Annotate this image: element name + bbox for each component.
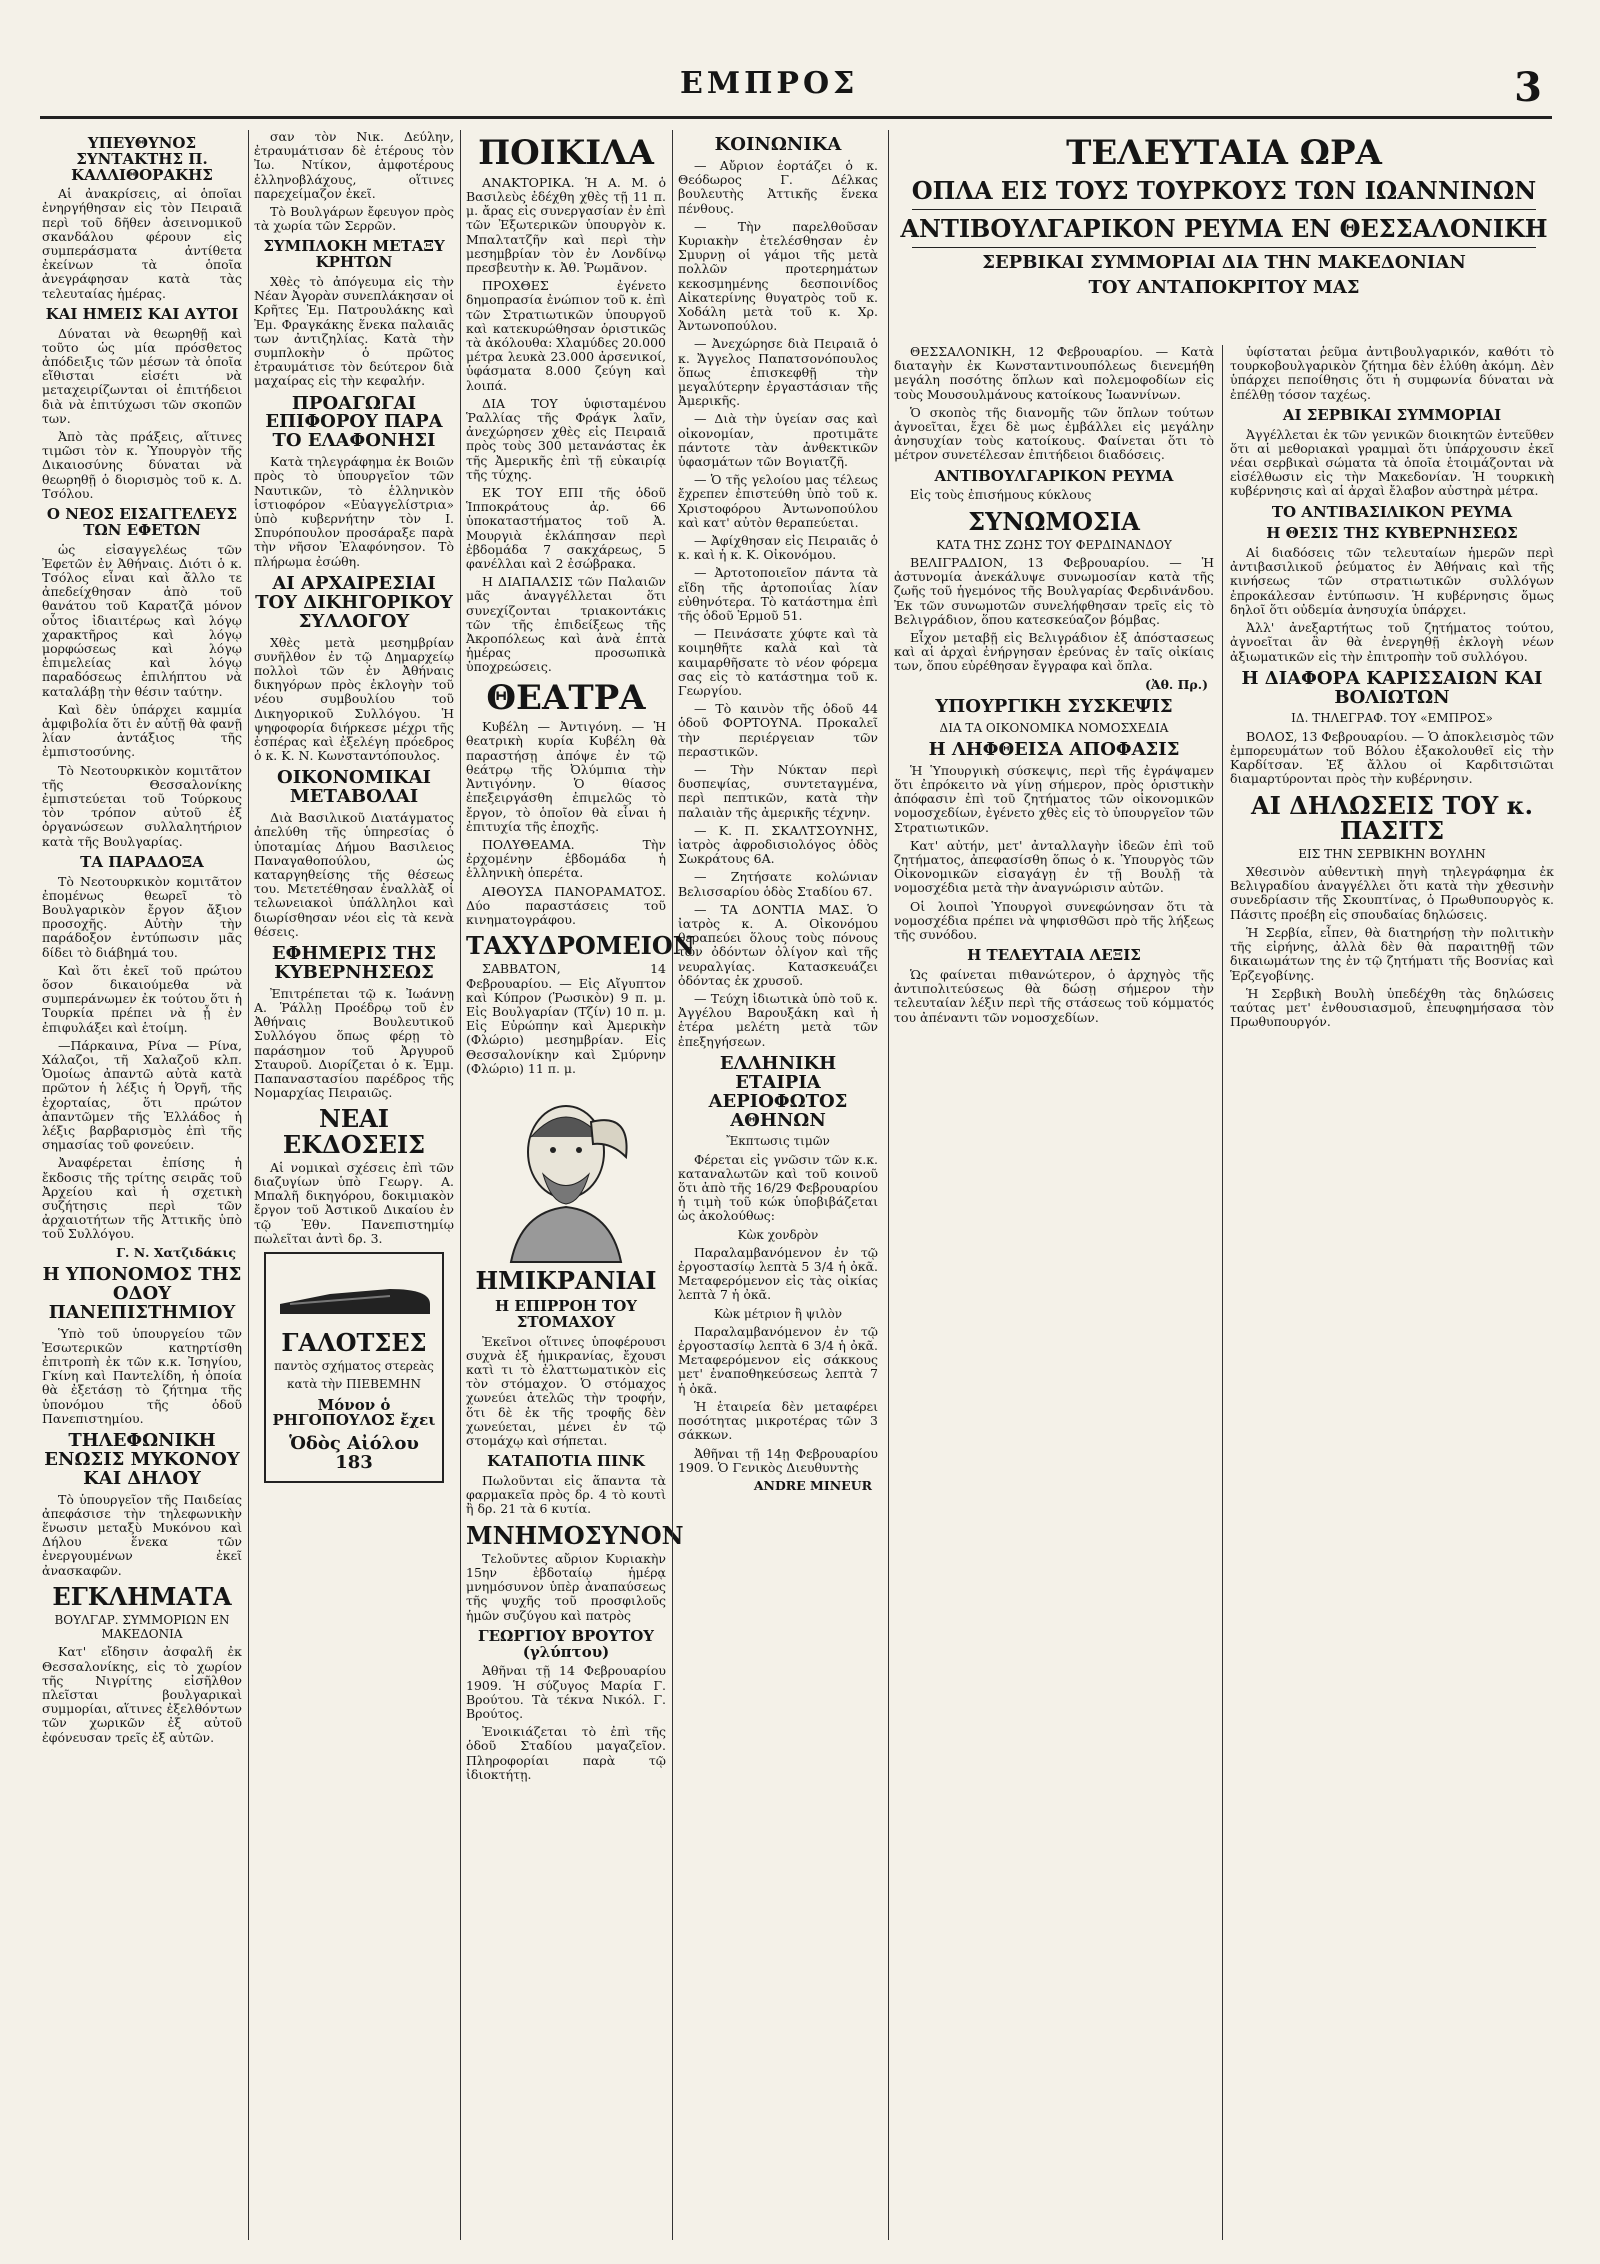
article-paragraph: Η ΔΙΑΠΑΛΣΙΣ τῶν Παλαιῶν μᾶς ἀναγγέλλεται ὅτι συνεχίζονται τριακοντάκις τῶν τῆς ἐπιδείξεως τῆς Ἀκροπόλεως καὶ ἀνὰ ἑπτὰ ἡμέρας προσωπικὰ ὑποχρεώσεις. [466,574,666,675]
article-paragraph: Χθὲς τὸ ἀπόγευμα εἰς τὴν Νέαν Ἀγορὰν συνεπλάκησαν οἱ Κρῆτες Ἐμ. Πατρουλάκης καὶ Ἐμ. Φραγκάκης ἕνεκα παλαιᾶς των ἀντιζηλίας. Κατὰ τὴν συμπλοκὴν ὁ πρῶτος ἐτραυμάτισε τὸν δεύτερον διὰ μαχαίρας εἰς τὴν κεφαλήν. [254,273,454,389]
article-paragraph: ΣΑΒΒΑΤΟΝ, 14 Φεβρουαρίου. — Εἰς Αἴγυπτον καὶ Κύπρον (Ῥωσικὸν) 9 π. μ. Εἰς Βουλγαρίαν (Τζίν) 10 π. μ. Εἰς Εὐρώπην καὶ Ἀμερικὴν (Φλώριο) μεσημβρίαν. Εἰς Θεσσαλονίκην καὶ Σμύρνην (Φλώριο) 11 π. μ. [466,961,666,1076]
article-paragraph: Ὡς φαίνεται πιθανώτερον, ὁ ἀρχηγὸς τῆς ἀντιπολιτεύσεως θὰ δώσῃ σήμερον τὴν τελευταίαν λέξιν περὶ τῆς στάσεως τοῦ κόμματός του ἀπέναντι τῶν νομοσχεδίων. [894,966,1214,1025]
section-heading: ΘΕΑΤΡΑ [486,677,646,718]
section-heading: ΣΕΡΒΙΚΑΙ ΣΥΜΜΟΡΙΑΙ ΔΙΑ ΤΗΝ ΜΑΚΕΔΟΝΙΑΝ [982,252,1466,274]
section-heading: ΚΑΙ ΗΜΕΙΣ ΚΑΙ ΑΥΤΟΙ [45,304,239,323]
article-paragraph: Ἀλλ' ἀνεξαρτήτως τοῦ ζητήματος τούτου, ἀγνοεῖται ἂν θὰ ἐνεργηθῇ ἐκλογὴ νέων ἀξιωματικῶν εἰς τὴν ἐπιτροπὴν τοῦ συλλόγου. [1230,620,1554,664]
section-heading: ΕΓΚΛΗΜΑΤΑ [52,1581,232,1611]
article-paragraph: — Ἀρτοτοποιεῖον πάντα τὰ εἴδη τῆς ἀρτοποιΐας λίαν εὐθηνότερα. Τὸ κατάστημα ἐπὶ τῆς ὁδοῦ Ἑρμοῦ 51. [678,565,878,623]
article-paragraph: ΑΙΘΟΥΣΑ ΠΑΝΟΡΑΜΑΤΟΣ. Δύο παραστάσεις τοῦ κινηματογράφου. [466,883,666,927]
section-heading: ΑΝΤΙΒΟΥΛΓΑΡΙΚΟΝ ΡΕΥΜΑ ΕΝ ΘΕΣΣΑΛΟΝΙΚΗ [900,213,1548,243]
article-paragraph: ΘΕΣΣΑΛΟΝΙΚΗ, 12 Φεβρουαρίου. — Κατὰ διαταγὴν ἐκ Κωνσταντινουπόλεως διενεμήθη μεγάλη ποσότης ὅπλων καὶ πολεμοφοδίων εἰς τοὺς Μουσουλμάνους κατοίκους Ἰωαννίνων. [894,344,1214,402]
page-number: 3 [1514,64,1542,111]
ad-title: ΓΑΛΟΤΣΕΣ [281,1327,427,1357]
article-paragraph: — ΤΑ ΔΟΝΤΙΑ ΜΑΣ. Ὁ ἰατρὸς κ. Α. Οἰκονόμου θεραπεύει ὅλους τοὺς πόνους τῶν ὀδόντων ὀλίγον καὶ τῆς νευραλγίας. Κατασκευάζει ὀδόντας ἐκ χρυσοῦ. [678,901,878,988]
section-heading: ΑΙ ΔΗΛΩΣΕΙΣ ΤΟΥ κ. ΠΑΣΙΤΣ [1251,790,1533,845]
section-heading: Η ΛΗΦΘΕΙΣΑ ΑΠΟΦΑΣΙΣ [928,738,1180,760]
section-heading: ΤΟ ΑΝΤΙΒΑΣΙΛΙΚΟΝ ΡΕΥΜΑ [1271,502,1513,521]
section-heading: ΠΡΟΑΓΩΓΑΙ ΕΠΙΦΟΡΟΥ ΠΑΡΑ ΤΟ ΕΛΑΦΟΝΗΣΙ [265,392,443,452]
ad-title: ΗΜΙΚΡΑΝΙΑΙ [475,1265,657,1295]
article-paragraph: — Τὸ καινὸν τῆς ὁδοῦ 44 ὁδοῦ ΦΟΡΤΟΥΝΑ. Προκαλεῖ τὴν περιέργειαν τῶν περαστικῶν. [678,701,878,759]
section-heading: ΕΦΗΜΕΡΙΣ ΤΗΣ ΚΥΒΕΡΝΗΣΕΩΣ [271,942,437,983]
article-paragraph: Εἰς τοὺς ἐπισήμους κύκλους [910,487,1092,503]
ad-subtitle: Η ΕΠΙΡΡΟΗ ΤΟΥ ΣΤΟΜΑΧΟΥ [495,1297,637,1331]
section-heading: ΑΙ ΑΡΧΑΙΡΕΣΙΑΙ ΤΟΥ ΔΙΚΗΓΟΡΙΚΟΥ ΣΥΛΛΟΓΟΥ [255,572,453,632]
advertisement-migraine [466,1082,666,1331]
column-6 [1230,345,1554,2240]
section-heading: ΠΟΙΚΙΛΑ [478,133,654,173]
column-rule [672,130,673,2240]
section-subheading: Κὼκ χονδρὸν [737,1227,819,1242]
section-heading: ΤΟΥ ΑΝΤΑΠΟΚΡΙΤΟΥ ΜΑΣ [1088,276,1360,298]
article-paragraph: Τὸ Νεοτουρκικὸν κομιτᾶτον τῆς Θεσσαλονίκης ἐμπιστεύεται τοῦ Τούρκους τὸν τρόπον αὐτοῦ ἐξ ὀργανώσεων συλλαλητήριον κατὰ τῆς Βουλγαρίας. [42,762,242,849]
article-paragraph: Ἡ ἑταιρεία δὲν μεταφέρει ποσότητας μικροτέρας τῶν 3 σάκκων. [678,1398,878,1443]
article-paragraph: Παραλαμβανόμενον ἐν τῷ ἐργοστασίῳ λεπτὰ 5 3/4 ἡ ὀκᾶ. Μεταφερόμενον εἰς τὰς οἰκίας λεπτὰ 7 ἡ ὀκᾶ. [678,1244,878,1303]
article-paragraph: — Ζητήσατε κολώνιαν Βελισσαρίου ὁδὸς Σταδίου 67. [678,869,878,899]
ad-line: παντὸς σχήματος στερεὰς [274,1359,434,1374]
article-paragraph: Χθεσινὸν αὐθεντικὴ πηγὴ τηλεγράφημα ἐκ Βελιγραδίου ἀναγγέλλει ὅτι κατὰ τὴν χθεσινὴν συνεδρίασιν τῆς Σκουπτίνας, ὁ Πρωθυπουργὸς κ. Πάσιτς προέβη εἰς σπουδαίας δηλώσεις. [1230,864,1554,922]
article-paragraph: ΒΟΛΟΣ, 13 Φεβρουαρίου. — Ὁ ἀποκλεισμὸς τῶν ἐμπορευμάτων τοῦ Βόλου ἐξακολουθεῖ εἰς τὴν Καρδίτσαν. Ἐξ ἄλλου οἱ Καρδιτσιῶται διαμαρτύρονται πρὸς τὴν κυβέρνησιν. [1230,728,1554,787]
masthead [40,64,1552,119]
column-5 [894,345,1214,2240]
article-paragraph: Καὶ ὅτι ἐκεῖ τοῦ πρώτου ὅσον δικαιούμεθα νὰ συμπεράνωμεν ἐκ τούτου ὅτι ἡ Τουρκία πρέπει νὰ ᾖ ἐν ἐπιφυλάξει καὶ ἑτοίμη. [42,962,242,1035]
section-subheading: ΚΑΤΑ ΤΗΣ ΖΩΗΣ ΤΟΥ ΦΕΡΔΙΝΑΝΔΟΥ [936,537,1172,552]
article-paragraph: Φέρεται εἰς γνῶσιν τῶν κ.κ. καταναλωτῶν καὶ τοῦ κοινοῦ ὅτι ἀπὸ τῆς 16/29 Φεβρουαρίου ἡ τιμὴ τοῦ κώκ ὑποβιβάζεται ὡς ἀκολούθως: [678,1151,878,1224]
article-paragraph: — Ὁ τῆς γελοίου μας τέλεως ἔχρεπεν ἐπιστεύθη ὑπὸ τοῦ κ. Χριστοφόρου Ἀντωνοπούλου καὶ κατ' αὐτὸν θεραπεύεται. [678,472,878,530]
article-paragraph: ΔΙΑ ΤΟΥ ὑφισταμένου Ῥαλλίας τῆς Φράγκ λαῖν, ἀνεχώρησεν χθὲς εἰς Πειραιᾶ πρὸς τοὺς 300 μετανάστας ἐκ τῆς Ἀμερικῆς ἐπὶ τῇ εὐκαιρίᾳ τῆς τύχης. [466,395,666,482]
article-paragraph: Ἀγγέλλεται ἐκ τῶν γενικῶν διοικητῶν ἐντεῦθεν ὅτι αἱ μεθοριακαὶ γραμμαὶ ὅτι ὑπάρχουσιν ἐκεῖ νέαι σερβικαὶ σώματα τὰ ὁποῖα ἑτοιμάζονται νὰ εἰσέλθωσιν εἰς τὴν Μακεδονίαν. Ἡ τουρκικὴ κυβέρνησις καὶ αἱ ἀρχαὶ ἔλαβον αὐστηρὰ μέτρα. [1230,426,1554,499]
article-paragraph: Ἀθῆναι τῇ 14 Φεβρουαρίου 1909. Ἡ σύζυγος Μαρία Γ. Βρούτου. Τὰ τέκνα Νικόλ. Γ. Βρούτος. [466,1663,666,1721]
section-heading: ΤΑΧΥΔΡΟΜΕΙΟΝ [466,931,695,961]
article-paragraph: Ἐνοικιάζεται τὸ ἐπὶ τῆς ὁδοῦ Σταδίου μαγαζεῖον. Πληροφορίαι παρὰ τῷ ἰδιοκτήτῃ. [466,1724,666,1782]
section-heading: ΣΥΝΩΜΟΣΙΑ [968,506,1140,536]
section-heading: Ο ΝΕΟΣ ΕΙΣΑΓΓΕΛΕΥΣ ΤΩΝ ΕΦΕΤΩΝ [46,505,238,539]
section-heading: ΟΠΛΑ ΕΙΣ ΤΟΥΣ ΤΟΥΡΚΟΥΣ ΤΩΝ ΙΩΑΝΝΙΝΩΝ [911,175,1537,205]
article-paragraph: Δύναται νὰ θεωρηθῇ καὶ τοῦτο ὡς μία πρόσθετος ἀπόδειξις τῶν μέσων τὰ ὁποῖα εἴθισται εἰσέτι νὰ μεταχειρίζωνται οἱ ἐπιτήδειοι διὰ νὰ ἐπιτύχωσι τῶν σκοπῶν των. [42,325,242,426]
column-1 [42,130,242,2240]
article-paragraph: — Ἀφίχθησαν εἰς Πειραιᾶς ὁ κ. καὶ ἡ κ. Κ. Οἰκονόμου. [678,532,878,563]
section-heading: ΤΗΛΕΦΩΝΙΚΗ ΕΝΩΣΙΣ ΜΥΚΟΝΟΥ ΚΑΙ ΔΗΛΟΥ [44,1429,240,1489]
ad-line: Μόνον ὁ ΡΗΓΟΠΟΥΛΟΣ ἔχει [272,1395,436,1430]
article-paragraph: ΕΚ ΤΟΥ ΕΠΙ τῆς ὁδοῦ Ἱπποκράτους ἀρ. 66 ὑποκαταστήματος τοῦ Ἀ. Μουργιὰ ἐκλάπησαν περὶ ἑβδομάδα 7 σακχάρεως, 5 φανέλλαι καὶ 2 ἐσώβρακα. [466,484,666,571]
column-rule [888,130,889,2240]
article-paragraph: — Τὴν Νύκταν περὶ δυσπεψίας, συντεταγμένα, περὶ πεπτικῶν, κατὰ τὴν παλαιὰν τῆς ἀμερικῆς τέχνην. [678,762,878,820]
section-heading: Η ΔΙΑΦΟΡΑ ΚΑΡΙΣΣΑΙΩΝ ΚΑΙ ΒΟΛΙΩΤΩΝ [1241,667,1543,708]
man-portrait-illustration [481,1082,651,1262]
divider [912,247,1536,248]
article-paragraph: Ἡ Σερβικὴ Βουλὴ ὑπεδέχθη τὰς δηλώσεις ταύτας μετ' ἐνθουσιασμοῦ, ἐπευφημήσασα τὸν Πρωθυπουργόν. [1230,985,1554,1030]
article-paragraph: — Πεινάσατε χύφτε καὶ τὰ κοιμηθῆτε καλὰ καὶ τὰ καιμαρθῆσατε τὸ νέον φόρεμα σας εἰς τὸ κατάστημα τοῦ κ. Γεωργίου. [678,626,878,698]
section-heading: Η ΘΕΣΙΣ ΤΗΣ ΚΥΒΕΡΝΗΣΕΩΣ [1266,524,1518,543]
author-signature: Γ. Ν. Χατζιδάκις [116,1244,236,1260]
article-paragraph: Κατ' αὐτήν, μετ' ἀνταλλαγὴν ἰδεῶν ἐπὶ τοῦ ζητήματος, ἀπεφασίσθη ὅπως ὁ κ. Ὑπουργὸς τῶν Οἰκονομικῶν εἰσαγάγῃ ἐν τῇ Βουλῇ τὰ νομοσχέδια μετὰ τὴν ἀναγνώρισιν αὐτῶν. [894,837,1214,896]
section-heading: ΑΙ ΣΕΡΒΙΚΑΙ ΣΥΜΜΟΡΙΑΙ [1282,405,1502,424]
article-paragraph: — Αὔριον ἑορτάζει ὁ κ. Θεόδωρος Γ. Δέλκας βουλευτὴς Ἀττικῆς ἕνεκα πένθους. [678,157,878,216]
article-paragraph: Καὶ δὲν ὑπάρχει καμμία ἀμφιβολία ὅτι ἐν αὐτῇ θὰ φανῇ λίαν ἀντάξιος τῆς ἐμπιστοσύνης. [42,701,242,760]
article-paragraph: — Διὰ τὴν ὑγείαν σας καὶ οἰκονομίαν, προτιμᾶτε πάντοτε τὰν ἀνθεκτικῶν ὑφασμάτων τῶν Βογιατζῆ. [678,411,878,469]
section-subheading: ΒΟΥΛΓΑΡ. ΣΥΜΜΟΡΙΩΝ ΕΝ ΜΑΚΕΔΟΝΙΑ [54,1613,230,1642]
article-paragraph: Αἱ ἀνακρίσεις, αἱ ὁποῖαι ἐνηργήθησαν εἰς τὸν Πειραιᾶ περὶ τοῦ δῆθεν ἀσεινομικοῦ σκανδάλου φέρουν εἰς συμπεράσματα ἀντίθετα ἐκείνων τὰ ὁποῖα ἀνεγράφησαν κατὰ τὰς τελευταίας ἡμέρας. [42,186,242,301]
article-paragraph: — Τὴν παρελθοῦσαν Κυριακὴν ἐτελέσθησαν ἐν Σμυρνῃ οἱ γάμοι τῆς μετὰ πολλῶν προτερημάτων κεκοσμημένης δεσποινίδος Αἰκατερίνης θυγατρὸς τοῦ κ. Χοδάλη μετὰ τοῦ κ. Χρ. Ἀντωνοπούλου. [678,218,878,334]
section-heading: ΥΠΕΥΘΥΝΟΣ ΣΥΝΤΑΚΤΗΣ Π. ΚΑΛΛΙΘΟΡΑΚΗΣ [71,134,213,184]
article-paragraph: Ἀναφέρεται ἐπίσης ἡ ἔκδοσις τῆς τρίτης σειρᾶς τοῦ Ἀρχείου καὶ ἡ σχετικὴ συζήτησις περὶ τῶν ἀρχαιοτήτων τῆς Ἀττικῆς ὑπὸ τοῦ Συλλόγου. [42,1155,242,1242]
advertisement-galoshes [264,1252,444,1483]
author-signature: ANDRE MINEUR [753,1477,872,1493]
galoshes-illustration [270,1264,440,1324]
article-paragraph: —Πάρκαινα, Ρίνα — Ρίνα, Χάλαζοι, τῆ Χαλαζοῦ κλπ. Ὁμοίως ἀπαντῶ αὐτὰ κατὰ πρῶτον ἡ λέξις ἡ Ὀργῆ, τῆς ἐχορταίας, ὅτι πρώτον ἀπαντῶμεν τῆς Ἑλλάδος ἡ λέξις βαρβαρισμὸς ἐπὶ τῆς σημασίας τοῦ φονεύειν. [42,1037,242,1153]
column-3 [466,130,695,2240]
section-subheading: ΔΙΑ ΤΑ ΟΙΚΟΝΟΜΙΚΑ ΝΟΜΟΣΧΕΔΙΑ [939,720,1169,735]
article-paragraph: Τελοῦντες αὔριον Κυριακὴν 15ην ἐβδοταίῳ ἡμέρᾳ μνημόσυνον ὑπὲρ ἀναπαύσεως τῆς ψυχῆς τοῦ προσφιλοῦς ἡμῶν συζύγου καὶ πατρὸς [466,1550,666,1623]
article-paragraph: Πωλοῦνται εἰς ἅπαντα τὰ φαρμακεῖα πρὸς δρ. 4 τὸ κουτὶ ἢ δρ. 21 τὰ 6 κυτία. [466,1473,666,1517]
article-paragraph: Παραλαμβανόμενον ἐν τῷ ἐργοστασίῳ λεπτὰ 6 3/4 ἡ ὀκᾶ. Μεταφερόμενον εἰς σάκκους μετ' ἐναποθηκεύσεως λεπτὰ 7 ἡ ὀκᾶ. [678,1323,878,1396]
article-paragraph: Τὸ Βουλγάρων ἔφευγον πρὸς τὰ χωρία τῶν Σερρῶν. [254,204,454,234]
section-heading: ΕΛΛΗΝΙΚΗ ΕΤΑΙΡΙΑ ΑΕΡΙΟΦΩΤΟΣ ΑΘΗΝΩΝ [708,1052,848,1131]
article-paragraph: Διὰ Βασιλικοῦ Διατάγματος ἀπελύθη τῆς ὑπηρεσίας ὁ ὑποταμίας Δήμου Βασιλειος Παναγαθοπούλου, ὡς καταργηθείσης τῆς θέσεως του. Μετετέθησαν ἐναλλὰξ οἱ τελωνειακοὶ ὑπάλληλοι καὶ διωρίσθησαν νέοι εἰς τὰ κενὰ θέσεις. [254,810,454,939]
section-heading: ΝΕΑΙ ΕΚΔΟΣΕΙΣ [282,1104,426,1159]
column-rule [460,130,461,2240]
article-paragraph: Τὸ Νεοτουρκικὸν κομιτᾶτον ἐπομένως θεωρεῖ τὸ Βουλγαρικὸν ἔργον ἄξιον προσοχῆς. Αὐτὴν τὴν παράδοξον ἐντύπωσιν μᾶς δίδει τὸ διάβημά του. [42,873,242,960]
article-paragraph: ΒΕΛΙΓΡΑΔΙΟΝ, 13 Φεβρουαρίου. — Ἡ ἀστυνομία ἀνεκάλυψε συνωμοσίαν κατὰ τῆς ζωῆς τοῦ ἡγεμόνος τῆς Βουλγαρίας Φερδινάνδου. Ἐκ τῶν συνωμοτῶν συνελήφθησαν τρεῖς εἰς τὸ Βελιγράδιον, ὅπου κατεσκεύαζον βόμβας. [894,554,1214,627]
section-heading: ΣΥΜΠΛΟΚΗ ΜΕΤΑΞΥ ΚΡΗΤΩΝ [263,237,445,272]
article-paragraph: Κατ' εἴδησιν ἀσφαλῆ ἐκ Θεσσαλονίκης, εἰς τὸ χωρίον τῆς Νιγρίτης εἰσῆλθον πλεῖσται βουλγαρικαὶ συμμορίαι, αἵτινες ἐξελθόντων τῶν χωρικῶν ἐξ αὐτοῦ ἐφόνευσαν τρεῖς ἐξ αὐτῶν. [42,1644,242,1745]
masthead-title: ΕΜΠΡΟΣ [680,66,859,101]
section-heading: ΚΑΤΑΠΟΤΙΑ ΠΙΝΚ [487,1452,645,1471]
section-subheading: Ἔκπτωσις τιμῶν [726,1134,830,1149]
article-paragraph: Τὸ ὑπουργεῖον τῆς Παιδείας ἀπεφάσισε τὴν τηλεφωνικὴν ἕνωσιν μεταξὺ Μυκόνου καὶ Δήλου ἕνεκα τῶν ἐνεργουμένων ἐκεῖ ἀνασκαφῶν. [42,1491,242,1578]
section-subheading: ΙΔ. ΤΗΛΕΓΡΑΦ. ΤΟΥ «ΕΜΠΡΟΣ» [1291,711,1493,726]
article-paragraph: Εἶχον μεταβῇ εἰς Βελιγράδιον ἐξ ἀπόστασεως καὶ αἱ ἀρχαὶ ἐνήργησαν ἐρεύνας ἐν ταῖς οἰκίαις των, ὅπου εὑρέθησαν ἔγγραφα καὶ ὅπλα. [894,629,1214,674]
article-paragraph: σαν τὸν Νικ. Δεύλην, ἐτραυμάτισαν δὲ ἑτέρους τὸν Ἰω. Ντίκον, ἀμφοτέρους ἑλληνοβλάχους, οἵτινες παρεχείμαζον ἐκεῖ. [254,129,454,201]
article-paragraph: ΑΝΑΚΤΟΡΙΚΑ. Ἡ Α. Μ. ὁ Βασιλεὺς ἐδέχθη χθὲς τῇ 11 π. μ. ἄρας εἰς συνεργασίαν ἐν ἐπὶ τῶν Ἐξωτερικῶν ὑπουργὸν κ. Μπαλτατζῆν καὶ περὶ τὴν μεσημβρίαν τὸν ἐν Λονδίνῳ πρεσβευτὴν κ. Ἀθ. Ῥωμᾶνον. [466,174,666,275]
section-heading: ΟΙΚΟΝΟΜΙΚΑΙ ΜΕΤΑΒΟΛΑΙ [277,767,431,808]
section-heading: ΑΝΤΙΒΟΥΛΓΑΡΙΚΟΝ ΡΕΥΜΑ [934,466,1174,485]
section-subheading: ΕΙΣ ΤΗΝ ΣΕΡΒΙΚΗΝ ΒΟΥΛΗΝ [1298,846,1486,861]
column-rule [1222,345,1223,2240]
article-paragraph: Οἱ λοιποὶ Ὑπουργοὶ συνεφώνησαν ὅτι τὰ νομοσχέδια πρέπει νὰ ψηφισθῶσι πρὸ τῆς λήξεως τῆς συνόδου. [894,898,1214,943]
article-paragraph: — Κ. Π. ΣΚΑΛΤΣΟΥΝΗΣ, ἰατρὸς ἀφροδισιολόγος ὁδὸς Σωκράτους 6Α. [678,822,878,867]
column-4 [678,130,878,2240]
column-rule [248,130,249,2240]
article-paragraph: Ὑπὸ τοῦ ὑπουργείου τῶν Ἐσωτερικῶν κατηρτίσθη ἐπιτροπὴ ἐκ τῶν κ.κ. Ἰσηγίου, Γκίνη καὶ Παντελίδη, ἡ ὁποία θὰ ἐξετάσῃ τὸ ζήτημα τῆς ὑπονόμου τῆς ὁδοῦ Πανεπιστημίου. [42,1325,242,1426]
section-heading: ΓΕΩΡΓΙΟΥ ΒΡΟΥΤΟΥ (γλύπτου) [477,1626,655,1661]
ad-line: κατὰ τὴν ΠΙΕΒΕΜΗΝ [287,1377,421,1392]
article-paragraph: — Τεύχη ἰδιωτικὰ ὑπὸ τοῦ κ. Ἀγγέλου Βαρουξάκη καὶ ἡ ἑτέρα μελέτη μετὰ τῶν ἐπεξηγήσεων. [678,991,878,1049]
article-paragraph: Ὁ σκοπὸς τῆς διανομῆς τῶν ὅπλων τούτων ἀγνοεῖται, ἔχει δὲ μως ἐμβάλλει εἰς μεγάλην ἀνησυχίαν τοὺς κατοίκους. Φαίνεται ὅτι τὸ μέτρον συνετέλεσαν ἐπιτήδειοι διαδόσεις. [894,404,1214,463]
section-heading: ΤΕΛΕΥΤΑΙΑ ΩΡΑ [1066,133,1382,173]
section-heading: ΤΑ ΠΑΡΑΔΟΞΑ [80,852,204,871]
article-paragraph: ΠΟΛΥΘΕΑΜΑ. Τὴν ἐρχομένην ἑβδομάδα ἡ ἑλληνικὴ ὁπερέτα. [466,836,666,881]
article-paragraph: Ἐκεῖνοι οἵτινες ὑποφέρουσι συχνὰ ἐξ ἡμικρανίας, ἔχουσι κατὶ τι τὸ ἐλαττωματικὸν εἰς τὸν στόμαχον. Ὁ στόμαχος χωνεύει ἀτελῶς τὴν τροφήν, ὅτι δὲ ἐκ τῆς τροφῆς δὲν χωνεύεται, μένει ἐν τῷ στομάχῳ καὶ σήπεται. [466,1333,666,1449]
article-paragraph: Ἡ Ὑπουργικὴ σύσκεψις, περὶ τῆς ἐγράψαμεν ὅτι ἐπρόκειτο νὰ γίνῃ σήμερον, πρὸς ὁριστικὴν ἀπόφασιν ἐπὶ τοῦ ζητήματος τῶν οἰκονομικῶν νομοσχεδίων, ἐγένετο χθὲς εἰς τὸ ὑπουργεῖον τῶν Στρατιωτικῶν. [894,762,1214,835]
column-2 [254,130,454,2240]
article-paragraph: Ἀπὸ τὰς πράξεις, αἵτινες τιμῶσι τὸν κ. Ὑπουργὸν τῆς Δικαιοσύνης δύναται νὰ θεωρηθῇ ὁ διορισμὸς τοῦ κ. Δ. Τσόλου. [42,429,242,501]
article-paragraph: Ἐπιτρέπεται τῷ κ. Ἰωάννῃ Α. Ῥάλλῃ Προέδρῳ τοῦ ἐν Ἀθήναις Βουλευτικοῦ Συλλόγου ὅπως φέρῃ τὸ παράσημον τοῦ Ἀργυροῦ Σταυροῦ. Διορίζεται ὁ κ. Ἐμμ. Παπαναστασίου παρέδρος τῆς Νομαρχίας Πειραιῶς. [254,985,454,1101]
divider [912,209,1536,210]
last-hour-banner [894,130,1554,340]
section-subheading: Κὼκ μέτριον ἢ ψιλὸν [713,1306,843,1321]
article-paragraph: Χθὲς μετὰ μεσημβρίαν συνῆλθον ἐν τῷ Δημαρχείῳ πολλοὶ τῶν ἐν Ἀθήναις δικηγόρων πρὸς ἐκλογὴν τοῦ νέου συμβουλίου τοῦ Δικηγορικοῦ Συλλόγου. Ἡ ψηφοφορία διήρκεσε μέχρι τῆς ἑσπέρας καὶ ἐξελέγη πρόεδρος ὁ κ. Κ. Ν. Κωνσταντόπουλος. [254,634,454,764]
article-paragraph: Ἡ Σερβία, εἶπεν, θὰ διατηρήσῃ τὴν πολιτικὴν τῆς εἰρήνης, ἀλλὰ δὲν θὰ παραιτηθῇ τῶν δικαιωμάτων της ἐν τῷ ζητήματι τῆς Βοσνίας καὶ Ἑρζεγοβίνης. [1230,924,1554,983]
section-heading: Η ΥΠΟΝΟΜΟΣ ΤΗΣ ΟΔΟΥ ΠΑΝΕΠΙΣΤΗΜΙΟΥ [42,1263,242,1323]
article-paragraph: ὑφίσταται ῥεῦμα ἀντιβουλγαρικόν, καθότι τὸ τουρκοβουλγαρικὸν ζήτημα δὲν ἐλύθη ἀκόμη. Δὲν ὑπάρχει πεποίθησις ὅτι ἡ συμφωνία δύναται νὰ ἐπέλθῃ τόσον ταχέως. [1230,344,1554,402]
article-paragraph: Αἱ νομικαὶ σχέσεις ἐπὶ τῶν διαζυγίων ὑπὸ Γεωργ. Α. Μπαλῆ δικηγόρου, δοκιμιακὸν ἔργον τοῦ Ἀστικοῦ Δικαίου ἐν τῷ Ἐθν. Πανεπιστημίῳ πωλεῖται ἀντὶ δρ. 3. [254,1159,454,1246]
article-paragraph: Ἀθῆναι τῇ 14ῃ Φεβρουαρίου 1909. Ὁ Γενικὸς Διευθυντὴς [678,1445,878,1475]
article-paragraph: ὡς εἰσαγγελέως τῶν Ἐφετῶν ἐν Ἀθήναις. Διότι ὁ κ. Τσόλος εἶναι καὶ ἄλλο τε ἀπεδείχθησαν ἀπὸ τοῦ θανάτου τοῦ Καρατζᾶ μόνον οὗτος ἰδιαιτέρως καὶ λόγῳ χαρακτῆρος καὶ λόγῳ μορφώσεως καὶ λόγῳ ἐπιμελείας καὶ λόγῳ παραδόσεως ἐπιλήπτου νὰ καταλάβῃ τὴν θέσιν ταύτην. [42,541,242,699]
article-paragraph: Αἱ διαδόσεις τῶν τελευταίων ἡμερῶν περὶ ἀντιβασιλικοῦ ῥεύματος ἐν Ἀθήναις καὶ τῆς κινήσεως τῶν στρατιωτικῶν συλλόγων ἐπροκάλεσαν ἐντύπωσιν. Ἡ κυβέρνησις ὅμως δηλοῖ ὅτι οὐδεμία ἀνησυχία ὑπάρχει. [1230,545,1554,617]
section-heading: ΥΠΟΥΡΓΙΚΗ ΣΥΣΚΕΨΙΣ [935,695,1173,717]
article-paragraph: Κατὰ τηλεγράφημα ἐκ Βοιῶν πρὸς τὸ ὑπουργεῖον τῶν Ναυτικῶν, τὸ ἑλληνικὸν ἱστιοφόρον «Εὐαγγελίστρια» ὑπὸ κυβερνήτην τὸν Ι. Σπυρόπουλον προσάραξε παρὰ τὴν νῆσον Ἐλαφόνησον. Τὸ πλήρωμα ἐσώθη. [254,454,454,569]
section-heading: ΜΝΗΜΟΣΥΝΟΝ [466,1520,684,1550]
article-paragraph: Κυβέλη — Ἀντιγόνη. — Ἡ θεατρικὴ κυρία Κυβέλη θὰ παραστήσῃ ἀπόψε ἐν τῷ θεάτρῳ τῆς Ὀλύμπια τὴν Ἀντιγόνην. Ὁ θίασος ἐπεξειργάσθη ἐπιμελῶς τὸ ἔργον, τὸ ὁποῖον θὰ εἶναι ἡ ἐπιτυχία τῆς ἐποχῆς. [466,719,666,834]
section-heading: ΚΟΙΝΩΝΙΚΑ [714,134,842,155]
article-paragraph: — Ἀνεχώρησε διὰ Πειραιᾶ ὁ κ. Ἄγγελος Παπατσονόπουλος ὅπως ἐπισκεφθῇ τὴν μεγαλύτερην ἐργαστάσιαν τῆς Ἀμερικῆς. [678,336,878,409]
article-paragraph: ΠΡΟΧΘΕΣ ἐγένετο δημοπρασία ἐνώπιον τοῦ κ. ἐπὶ τῶν Στρατιωτικῶν ὑπουργοῦ καὶ κατεκυρώθησαν ὁριστικῶς τὰ ἀκόλουθα: Χλαμύδες 20.000 μέτρα λευκὰ 23.000 ἀρσενικοί, ὑφάσματα 8.000 ζεύγη καὶ λοιπά. [466,278,667,393]
author-signature: (Ἀθ. Πρ.) [1144,676,1208,692]
section-heading: Η ΤΕΛΕΥΤΑΙΑ ΛΕΞΙΣ [967,946,1141,965]
ad-address: Ὁδὸς Αἰόλου 183 [289,1433,419,1473]
